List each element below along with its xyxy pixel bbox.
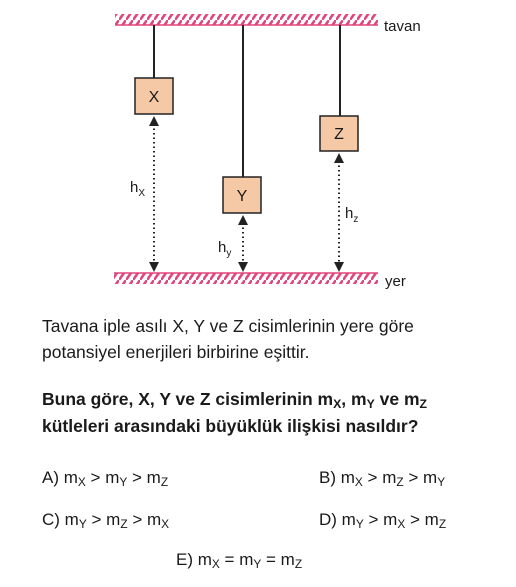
height-label-x: $h_X$ bbox=[130, 179, 146, 199]
box-y-label: Y bbox=[236, 188, 248, 205]
option-d[interactable]: D) $m_Y > m_X > m_Z$ bbox=[319, 510, 447, 531]
ground bbox=[114, 273, 378, 284]
ceiling-label: tavan bbox=[384, 18, 421, 35]
question-line-2: kütleleri arasındaki büyüklük ilişkisi nasıldır? bbox=[42, 416, 419, 436]
ceiling bbox=[115, 14, 378, 25]
statement-line-2: potansiyel enerjileri birbirine eşittir. bbox=[42, 342, 310, 362]
question-text-c: ve m bbox=[374, 389, 420, 409]
question-sub-y: Y bbox=[366, 397, 375, 412]
question-sub-x: X bbox=[333, 397, 342, 412]
question-text-b: , m bbox=[341, 389, 367, 409]
option-c[interactable]: C) $m_Y > m_Z > m_X$ bbox=[42, 510, 170, 531]
option-b[interactable]: B) $m_X > m_Z > m_Y$ bbox=[319, 468, 446, 489]
height-arrow-z bbox=[334, 153, 344, 272]
question-sub-z: Z bbox=[419, 397, 427, 412]
height-label-z: $h_z$ bbox=[345, 205, 359, 225]
height-arrow-y bbox=[238, 215, 248, 272]
question-line-1 bbox=[42, 387, 427, 412]
option-a[interactable]: A) $m_X > m_Y > m_Z$ bbox=[42, 468, 169, 489]
height-arrow-x bbox=[149, 116, 159, 272]
box-z-label: Z bbox=[334, 126, 344, 143]
question-text-a: Buna göre, X, Y ve Z cisimlerinin m bbox=[42, 389, 334, 409]
statement-line-1: Tavana iple asılı X, Y ve Z cisimlerinin yere göre bbox=[42, 316, 414, 336]
box-x-label: X bbox=[148, 89, 160, 106]
height-label-y: $h_y$ bbox=[218, 239, 232, 259]
option-e[interactable]: E) $m_X = m_Y = m_Z$ bbox=[176, 550, 303, 571]
ground-label: yer bbox=[385, 273, 406, 290]
